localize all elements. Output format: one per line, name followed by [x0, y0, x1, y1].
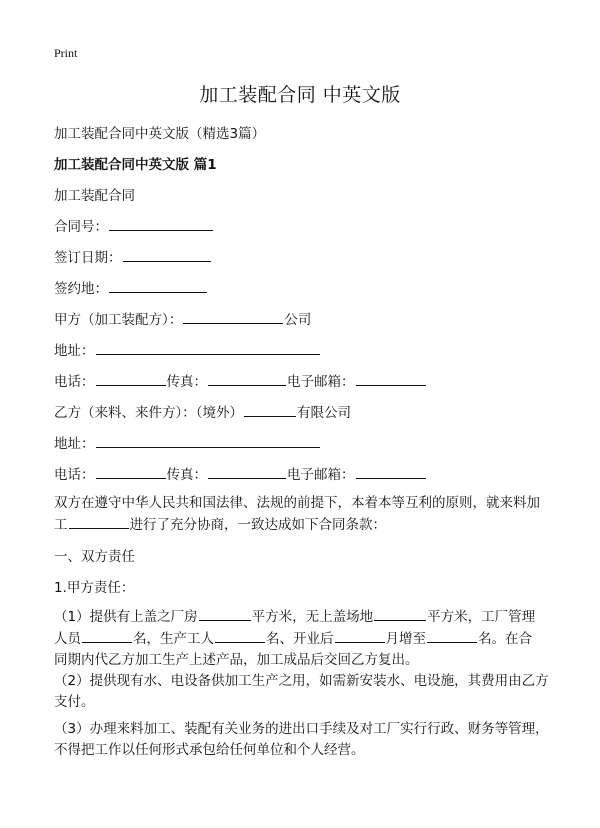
- contract-no-row: [54, 215, 214, 235]
- intro-blank: [69, 514, 129, 529]
- party-a-label: 甲方（加工装配方）：: [54, 312, 183, 328]
- party-a-fax-label: 传真：: [166, 374, 207, 390]
- party-a-email-label: 电子邮箱：: [287, 374, 355, 390]
- party-b-fax-blank: [208, 464, 286, 479]
- party-b-suffix: 有限公司: [297, 405, 351, 421]
- clause-1-blank-3: [82, 628, 132, 643]
- item-one-heading: 1.甲方责任：: [54, 580, 135, 596]
- party-a-phone-blank: [96, 371, 166, 386]
- sign-place-blank: [109, 278, 207, 293]
- contract-no-blank: [109, 216, 213, 231]
- clause-1-text-8: 名。在合: [478, 631, 532, 647]
- party-a-blank: [183, 309, 283, 324]
- document-title: 加工装配合同 中英文版: [199, 84, 401, 106]
- sign-date-label: 签订日期：: [54, 250, 122, 266]
- intro-line-2-suffix: 进行了充分协商，一致达成如下合同条款：: [129, 517, 386, 533]
- print-label: Print: [54, 46, 78, 60]
- clause-1-blank-1: [199, 606, 251, 621]
- sign-date-row: [54, 246, 212, 266]
- party-b-address-label: 地址：: [54, 436, 95, 452]
- party-b-row: [54, 401, 351, 421]
- clause-1-blank-6: [427, 628, 477, 643]
- sign-place-row: [54, 277, 208, 297]
- party-a-address-row: [54, 339, 321, 359]
- clause-2: （2）提供现有水、电设备供加工生产之用，如需新安装水、电设施，其费用由乙方支付。: [54, 673, 549, 710]
- party-a-email-blank: [356, 371, 426, 386]
- party-b-blank: [244, 402, 296, 417]
- party-b-address-row: [54, 432, 321, 452]
- party-a-fax-blank: [208, 371, 286, 386]
- party-b-label: 乙方（来料、来件方）：（境外）: [54, 405, 243, 421]
- party-b-email-label: 电子邮箱：: [287, 467, 355, 483]
- party-b-phone-label: 电话：: [54, 467, 95, 483]
- party-b-fax-label: 传真：: [166, 467, 207, 483]
- intro-paragraph: [54, 493, 550, 536]
- clause-1-text-2: 平方米，无上盖场地: [251, 609, 374, 625]
- party-a-phone-label: 电话：: [54, 374, 95, 390]
- party-b-phone-blank: [96, 464, 166, 479]
- party-b-contact-row: [54, 463, 427, 483]
- sign-place-label: 签约地：: [54, 281, 108, 297]
- section-one-heading: 一、双方责任: [54, 549, 135, 565]
- party-a-address-blank: [96, 340, 320, 355]
- party-a-address-label: 地址：: [54, 343, 95, 359]
- clause-3: （3）办理来料加工、装配有关业务的进出口手续及对工厂实行行政、财务等管理，不得把工作以任何形式承包给任何单位和个人经营。: [54, 721, 549, 758]
- party-a-row: [54, 308, 311, 328]
- party-b-address-blank: [96, 433, 320, 448]
- clause-1: [54, 606, 550, 671]
- sign-date-blank: [123, 247, 211, 262]
- clause-1-blank-2: [374, 606, 426, 621]
- document-subtitle: 加工装配合同中英文版（精选3篇）: [54, 126, 266, 142]
- clause-1-blank-5: [335, 628, 385, 643]
- clause-1-text-1: （1）提供有上盖之厂房: [54, 609, 198, 625]
- contract-no-label: 合同号：: [54, 219, 108, 235]
- party-a-contact-row: [54, 370, 427, 390]
- contract-heading: 加工装配合同: [54, 188, 135, 204]
- clause-1-text-6: 名、开业后: [266, 631, 334, 647]
- party-a-suffix: 公司: [284, 312, 312, 328]
- party-b-email-blank: [356, 464, 426, 479]
- intro-line-2-prefix: 工: [54, 517, 68, 533]
- clause-1-text-4: 人员: [54, 631, 81, 647]
- clause-1-text-7: 月增至: [385, 631, 426, 647]
- clause-1-text-5: 名，生产工人: [133, 631, 214, 647]
- section-title: 加工装配合同中英文版 篇1: [54, 157, 217, 173]
- intro-line-1: 双方在遵守中华人民共和国法律、法规的前提下，本着本等互利的原则，就来料加: [54, 495, 540, 511]
- clause-1-text-9: 同期内代乙方加工生产上述产品，加工成品后交回乙方复出。: [54, 652, 419, 668]
- clause-1-text-3: 平方米，工厂管理: [427, 609, 536, 625]
- clause-1-blank-4: [215, 628, 265, 643]
